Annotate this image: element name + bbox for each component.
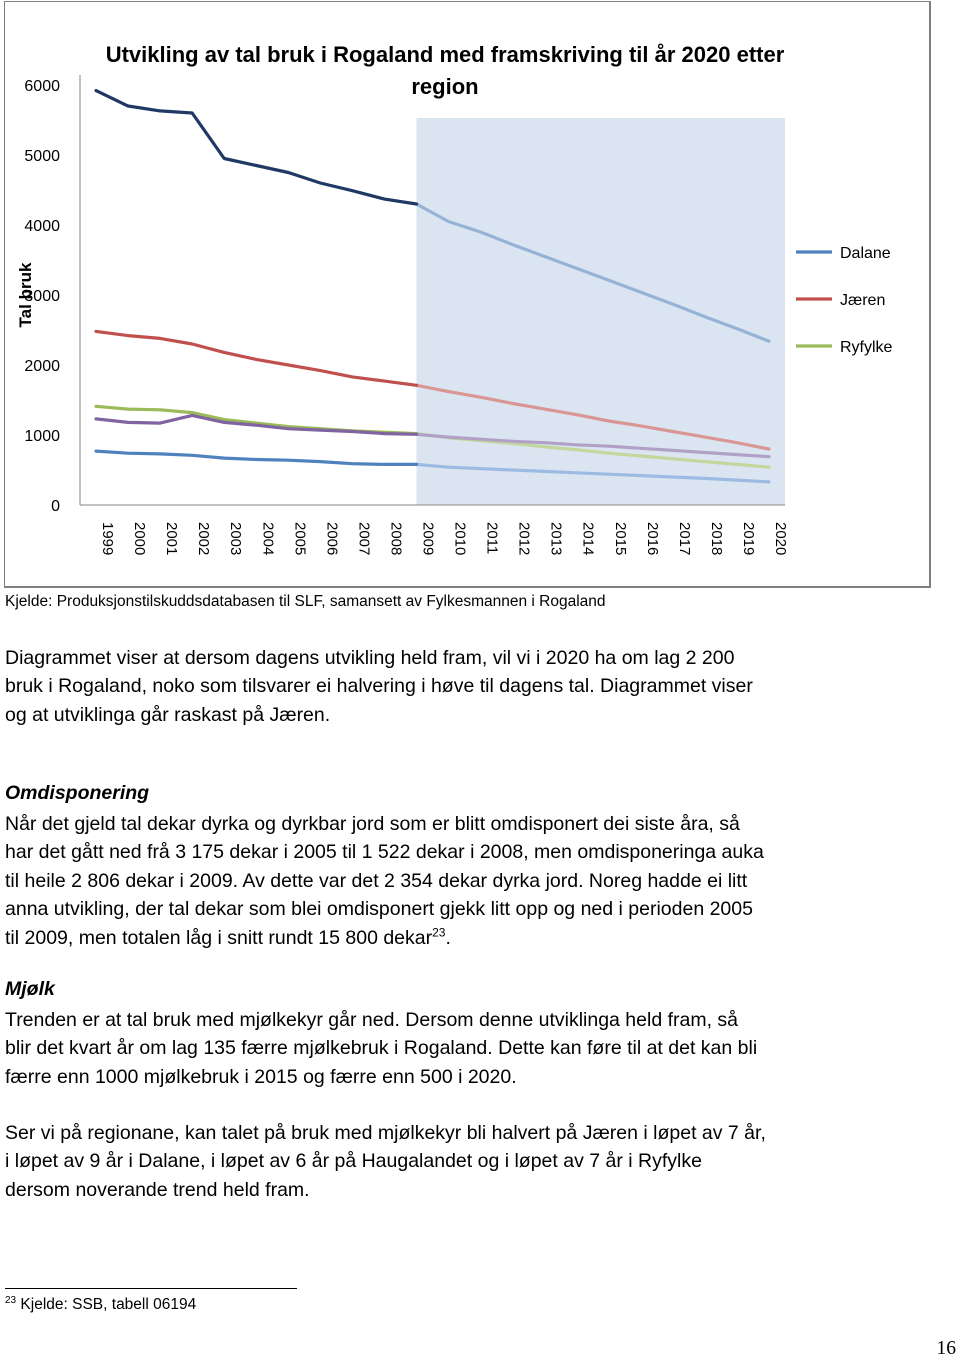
text-line: blir det kvart år om lag 135 færre mjølkebruk i Rogaland. Dette kan føre til at det kan bli: [5, 1037, 758, 1060]
text-line: Ser vi på regionane, kan talet på bruk med mjølkekyr bli halvert på Jæren i løpet av 7 år,: [5, 1122, 766, 1144]
x-tick-label: 2004: [259, 522, 277, 556]
text-line: anna utvikling, der tal dekar som blei omdisponert gjekk litt opp og ned i perioden 2005: [5, 898, 753, 921]
regions-paragraph: [5, 1119, 953, 1204]
text-line: i løpet av 9 år i Dalane, i løpet av 6 år på Haugalandet og i løpet av 7 år i Ryfylke: [5, 1150, 702, 1173]
page-number: 16: [936, 1338, 956, 1359]
footnote-reference[interactable]: 23: [432, 925, 446, 940]
y-tick-label: 1000: [24, 428, 60, 445]
text-line: færre enn 1000 mjølkebruk i 2015 og færre enn 500 i 2020.: [5, 1065, 517, 1088]
x-tick-label: 2015: [611, 522, 629, 556]
intro-paragraph: [5, 644, 953, 729]
legend-label: Ryfylke: [840, 339, 893, 356]
x-tick-label: 2000: [131, 522, 149, 556]
series-line-historical: [96, 406, 416, 433]
x-tick-label: 2020: [771, 522, 789, 556]
x-tick-label: 2011: [483, 522, 501, 555]
x-tick-label: 2006: [323, 522, 341, 556]
line-chart: [0, 0, 960, 600]
x-tick-label: 2001: [163, 522, 181, 556]
x-tick-label: 2005: [291, 522, 309, 556]
text-line-end: .: [445, 926, 451, 949]
y-tick-label: 4000: [24, 218, 60, 235]
x-tick-label: 2018: [707, 522, 725, 556]
mjolk-paragraph: [5, 1006, 953, 1091]
text-line: dersom noverande trend held fram.: [5, 1178, 310, 1201]
text-line: og at utviklinga går raskast på Jæren.: [5, 703, 331, 726]
heading-omdisponering: Omdisponering: [5, 782, 150, 804]
heading-mjolk: Mjølk: [5, 978, 55, 1000]
chart-title-line: region: [411, 74, 479, 99]
x-tick-label: 2013: [547, 522, 565, 556]
y-tick-label: 6000: [24, 78, 60, 95]
omdisponering-paragraph: [5, 810, 953, 952]
x-tick-label: 2007: [355, 522, 373, 556]
x-tick-label: 2017: [675, 522, 693, 556]
text-line: til heile 2 806 dekar i 2009. Av dette var det 2 354 dekar dyrka jord. Noreg hadde ei litt: [5, 869, 748, 892]
series-line-historical: [96, 451, 416, 464]
y-tick-label: 2000: [24, 358, 60, 375]
x-tick-label: 2002: [195, 522, 213, 556]
y-tick-label: 3000: [24, 288, 60, 305]
legend-label: Jæren: [840, 292, 886, 309]
x-tick-label: 2014: [579, 522, 597, 556]
text-line: har det gått ned frå 3 175 dekar i 2005 til 1 522 dekar i 2008, men omdisponeringa auka: [5, 841, 764, 864]
footnote-separator: [5, 1288, 297, 1289]
series-line-historical: [96, 91, 416, 204]
y-axis-label: Tal bruk: [16, 262, 35, 328]
series-line-historical: [96, 331, 416, 385]
x-tick-label: 2012: [515, 522, 533, 556]
footnote-text: Kjelde: SSB, tabell 06194: [16, 1296, 197, 1313]
footnote-number: 23: [5, 1294, 17, 1306]
chart-title-line: Utvikling av tal bruk i Rogaland med framskriving til år 2020 etter: [105, 42, 785, 67]
text-line: Diagrammet viser at dersom dagens utvikling held fram, vil vi i 2020 ha om lag 2 200: [5, 647, 735, 669]
footnote: [5, 1296, 196, 1314]
text-line: til 2009, men totalen låg i snitt rundt 15 800 dekar: [5, 926, 433, 949]
x-tick-label: 2016: [643, 522, 661, 556]
x-tick-label: 2010: [451, 522, 469, 556]
x-tick-label: 2003: [227, 522, 245, 556]
text-line: Når det gjeld tal dekar dyrka og dyrkbar jord som er blitt omdisponert dei siste åra, så: [5, 813, 740, 835]
y-tick-label: 0: [51, 498, 60, 515]
y-tick-label: 5000: [24, 148, 60, 165]
x-tick-label: 2008: [387, 522, 405, 556]
x-tick-label: 1999: [99, 522, 117, 556]
series-line-historical: [96, 415, 416, 434]
chart-source-caption: Kjelde: Produksjonstilskuddsdatabasen til SLF, samansett av Fylkesmannen i Rogaland: [5, 593, 606, 610]
legend-label: Dalane: [840, 245, 891, 262]
x-tick-label: 2019: [739, 522, 757, 556]
x-tick-label: 2009: [419, 522, 437, 556]
text-line: Trenden er at tal bruk med mjølkekyr går ned. Dersom denne utviklinga held fram, så: [5, 1009, 739, 1031]
text-line: bruk i Rogaland, noko som tilsvarer ei halvering i høve til dagens tal. Diagrammet viser: [5, 675, 753, 698]
